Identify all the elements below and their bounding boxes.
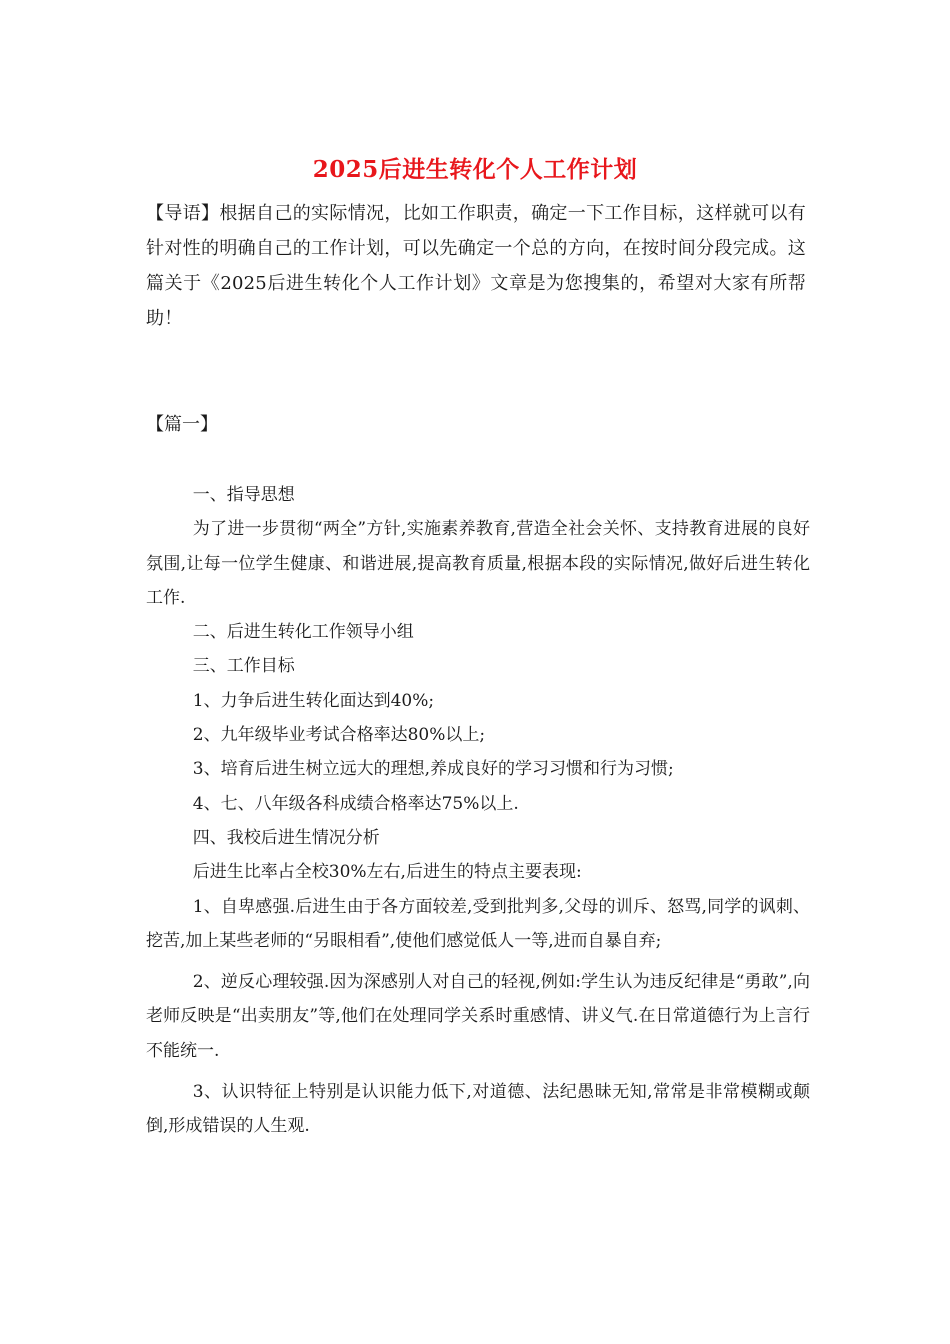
section-heading: 【篇一】 [146,414,218,435]
heading-guiding-ideology: 一、指导思想 [192,485,295,505]
goal-item-3: 3、培育后进生树立远大的理想,养成良好的学习习惯和行为习惯; [192,759,674,780]
heading-work-goals: 三、工作目标 [192,656,295,677]
analysis-item-1: 1、自卑感强.后进生由于各方面较差,受到批判多,父母的训斥、怒骂,同学的讽刺、挖苦,加上某些老师的“另眼相看”,使他们感觉低人一等,进而自暴自弃; [146,896,810,951]
intro-paragraph: 【导语】根据自己的实际情况，比如工作职责，确定一下工作目标，这样就可以有针对性的明确自己的工作计划，可以先确定一个总的方向，在按时间分段完成。这篇关于《2025后进生转化个人工作计划》文章是为您搜集的，希望对大家有所帮助！ [146,203,806,329]
goal-item-1: 1、力争后进生转化面达到40%; [192,690,435,711]
analysis-item-2: 2、逆反心理较强.因为深感别人对自己的轻视,例如:学生认为违反纪律是“勇敢”,向老师反映是“出卖朋友”等,他们在处理同学关系时重感情、讲义气.在日常道德行为上言行不能统一. [146,972,810,1061]
document-title: 2025后进生转化个人工作计划 [312,156,638,183]
paragraph-analysis-intro: 后进生比率占全校30%左右,后进生的特点主要表现: [192,862,582,883]
paragraph-ideology-text: 为了进一步贯彻“两全”方针,实施素养教育,营造全社会关怀、支持教育进展的良好氛围,让每一位学生健康、和谐进展,提高教育质量,根据本段的实际情况,做好后进生转化工作. [146,519,810,608]
heading-situation-analysis: 四、我校后进生情况分析 [192,827,380,848]
analysis-item-3: 3、认识特征上特别是认识能力低下,对道德、法纪愚昧无知,常常是非常模糊或颠倒,形成错误的人生观. [146,1082,810,1137]
goal-item-4: 4、七、八年级各科成绩合格率达75%以上. [192,793,519,814]
goal-item-2: 2、九年级毕业考试合格率达80%以上; [192,725,486,746]
body-text [146,478,810,1144]
heading-leadership-group: 二、后进生转化工作领导小组 [192,622,414,643]
